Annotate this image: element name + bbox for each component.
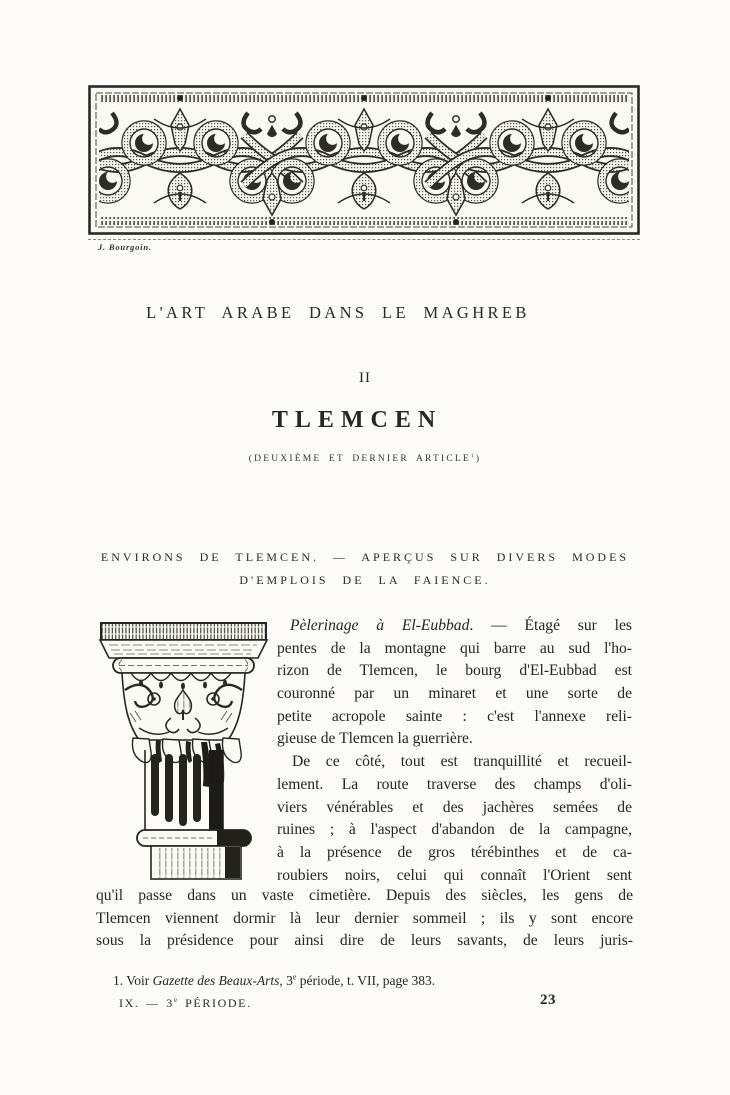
artist-signature: J. Bourgoin.	[98, 242, 152, 252]
text-segment: (DEUXIÈME ET DERNIER ARTICLE	[248, 454, 471, 464]
text-line: pentes de la montagne qui barre au sud l'ho-	[277, 639, 632, 657]
part-number: II	[359, 370, 371, 386]
text-line: viers vénérables et des jachères semées de	[277, 798, 632, 816]
text-line: sous la présidence pour ainsi dire de leurs savants, de leurs juris-	[96, 932, 633, 950]
text-segment: )	[475, 454, 482, 464]
text-line: De ce côté, tout est tranquillité et recueil-	[292, 753, 632, 771]
text-line: couronné par un minaret et une sorte de	[277, 685, 632, 703]
article-subtitle	[95, 454, 635, 464]
text-line: lement. La route traverse des champs d'oli-	[277, 775, 632, 793]
frieze-underline	[88, 239, 640, 240]
text-line: petite acropole sainte : c'est l'annexe reli-	[277, 707, 632, 725]
article-series-title: L'ART ARABE DANS LE MAGHREB	[146, 303, 530, 322]
text-segment: période, t. VII, page 383.	[296, 973, 436, 988]
volume-series-mark	[119, 996, 252, 1011]
text-segment: PÉRIODE.	[178, 996, 252, 1010]
text-segment: . — Étagé sur les	[469, 617, 632, 634]
text-line: Tlemcen viennent dormir là leur dernier sommeil ; ils y sont encore	[96, 909, 633, 927]
text-segment: 1	[470, 452, 476, 459]
text-segment: Pèlerinage à El-Eubbad	[290, 617, 470, 634]
page-number: 23	[540, 992, 556, 1008]
column-capital-illustration	[97, 620, 270, 880]
text-segment: 1. Voir	[113, 973, 153, 988]
text-line	[277, 615, 632, 638]
body-text-full-width	[96, 885, 633, 953]
text-segment: , 3	[279, 973, 293, 988]
text-line: rizon de Tlemcen, le bourg d'El-Eubbad est	[277, 662, 632, 680]
arabesque-frieze-svg	[88, 85, 640, 235]
text-segment: Gazette des Beaux-Arts	[152, 973, 280, 988]
section-heading-line1: ENVIRONS DE TLEMCEN. — APERÇUS SUR DIVERS MODES	[100, 550, 630, 564]
text-segment: e	[173, 996, 179, 1004]
text-line: gieuse de Tlemcen la guerrière.	[277, 730, 473, 748]
chapter-title: TLEMCEN	[271, 407, 443, 433]
arabesque-frieze-image	[88, 85, 640, 235]
text-segment: IX. — 3	[119, 996, 174, 1010]
text-line: qu'il passe dans un vaste cimetière. Depuis des siècles, les gens de	[96, 887, 633, 904]
text-line: roubiers noirs, celui qui connaît l'Orient sent	[277, 866, 632, 884]
column-capital-svg	[97, 620, 270, 880]
body-text-wrapped	[277, 615, 632, 887]
footnote	[113, 973, 435, 989]
text-line: ruines ; à l'aspect d'abandon de la campagne,	[277, 821, 632, 839]
text-line: à la présence de gros térébinthes et de ca-	[277, 843, 632, 861]
text-segment: e	[292, 972, 297, 982]
section-heading-line2: D'EMPLOIS DE LA FAIENCE.	[239, 573, 491, 587]
